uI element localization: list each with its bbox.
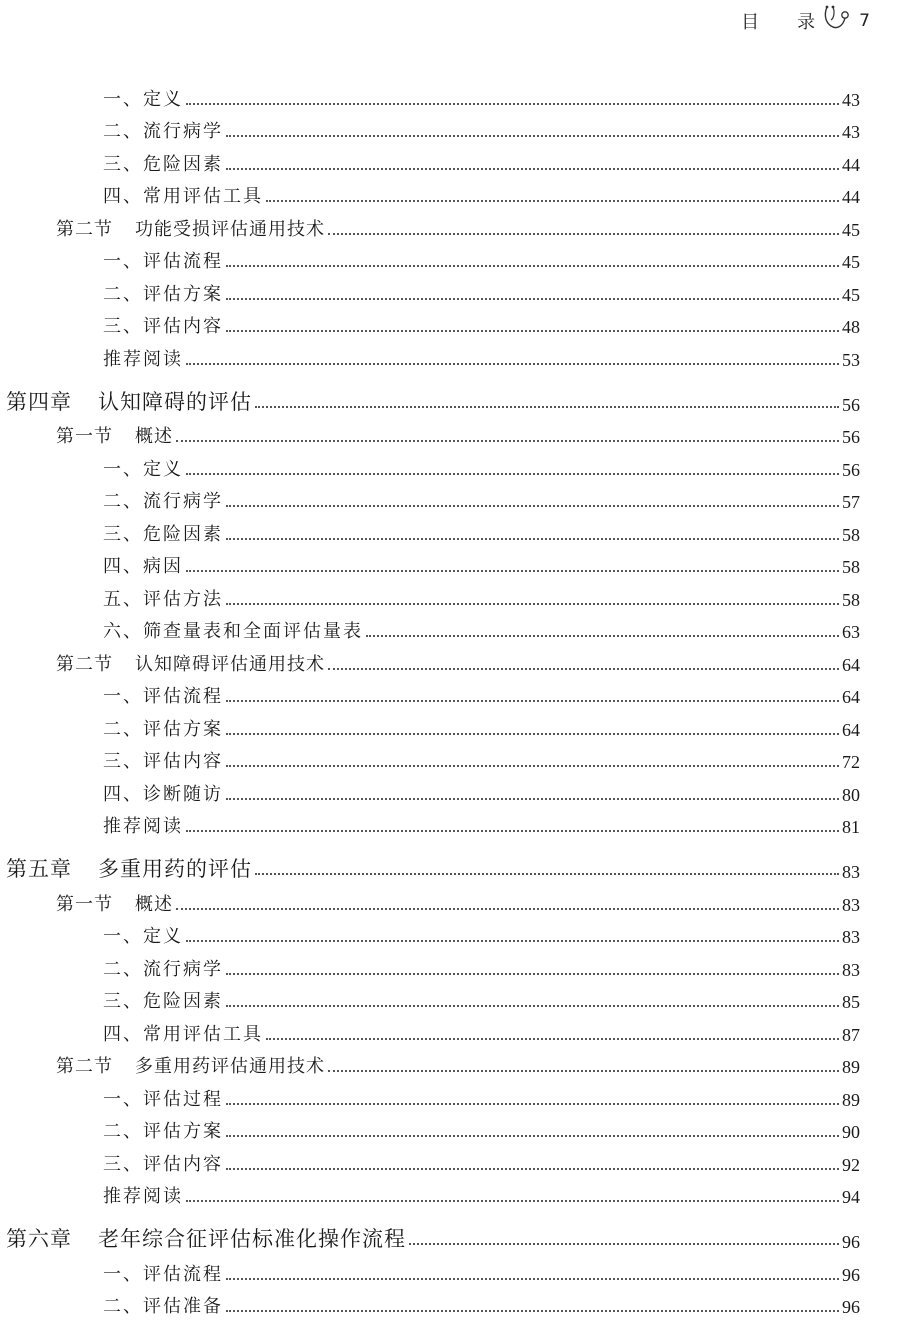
toc-item-row[interactable] <box>0 708 900 741</box>
entry-title-text: 五、评估方法 <box>103 588 223 610</box>
toc-item-row[interactable] <box>0 1253 900 1286</box>
entry-title-text: 二、评估方案 <box>103 1121 223 1142</box>
entry-title-text: 概述 <box>135 426 173 447</box>
entry-title-text: 四、常用评估工具 <box>103 186 263 207</box>
entry-title-text: 一、定义 <box>103 458 183 480</box>
toc-item-row[interactable] <box>0 143 900 176</box>
entry-title-text: 六、筛查量表和全面评估量表 <box>103 621 363 642</box>
dot-leader <box>226 504 839 507</box>
dot-leader <box>186 939 839 942</box>
table-of-contents <box>0 78 900 1318</box>
toc-page-number: 58 <box>842 557 860 577</box>
toc-entry-title <box>103 922 183 948</box>
dot-leader <box>409 1242 839 1245</box>
dot-leader <box>226 602 839 605</box>
toc-page-number: 43 <box>842 122 860 142</box>
toc-page-number: 56 <box>842 459 860 480</box>
toc-item-row[interactable] <box>0 78 900 111</box>
entry-title-text: 二、评估方案 <box>103 718 223 740</box>
toc-section-row[interactable] <box>0 1046 900 1079</box>
dot-leader <box>328 667 839 670</box>
toc-item-row[interactable] <box>0 1143 900 1176</box>
dot-leader <box>328 1069 839 1072</box>
toc-item-row[interactable] <box>0 241 900 274</box>
toc-entry-title <box>103 1117 223 1143</box>
entry-title-text: 推荐阅读 <box>103 816 183 837</box>
toc-entry-title <box>103 955 223 981</box>
toc-page-number: 80 <box>842 784 860 805</box>
toc-page-number: 64 <box>842 719 860 740</box>
entry-title-text: 一、评估过程 <box>103 1088 223 1110</box>
dot-leader <box>176 439 839 442</box>
toc-entry-title <box>103 987 223 1013</box>
toc-item-row[interactable] <box>0 741 900 774</box>
toc-page-number: 96 <box>842 1232 860 1252</box>
toc-item-row[interactable] <box>0 611 900 644</box>
toc-entry-title <box>56 422 173 448</box>
entry-title-text: 多重用药的评估 <box>98 857 252 881</box>
dot-leader <box>226 1004 839 1007</box>
toc-page-number: 96 <box>842 1297 860 1317</box>
entry-title-text: 三、危险因素 <box>103 523 223 545</box>
toc-page-number: 83 <box>842 862 860 882</box>
toc-section-row[interactable] <box>0 416 900 449</box>
dot-leader <box>255 872 839 875</box>
dot-leader <box>226 764 839 767</box>
section-label: 第二节 <box>56 653 113 675</box>
toc-page-number: 56 <box>842 394 860 415</box>
entry-title-text: 三、评估内容 <box>103 751 223 772</box>
header-char-lu: 录 <box>797 12 816 33</box>
entry-title-text: 四、常用评估工具 <box>103 1023 263 1045</box>
toc-page-number: 58 <box>842 589 860 610</box>
dot-leader <box>186 829 839 832</box>
toc-entry-title <box>103 455 183 481</box>
dot-leader <box>226 1309 839 1312</box>
toc-page-number: 44 <box>842 187 860 207</box>
toc-entry-title <box>6 853 252 883</box>
toc-entry-title <box>103 812 183 838</box>
toc-item-row[interactable] <box>0 1286 900 1319</box>
dot-leader <box>226 297 839 300</box>
toc-entry-title <box>103 1260 223 1286</box>
toc-entry-title <box>103 617 363 643</box>
toc-page-number: 44 <box>842 154 860 175</box>
toc-entry-title <box>56 890 173 916</box>
toc-page-number: 48 <box>842 317 860 337</box>
toc-item-row[interactable] <box>0 981 900 1014</box>
toc-page-number: 83 <box>842 927 860 947</box>
toc-item-row[interactable] <box>0 1176 900 1209</box>
entry-title-text: 一、定义 <box>103 926 183 947</box>
toc-item-row[interactable] <box>0 513 900 546</box>
toc-entry-title <box>6 1223 406 1253</box>
toc-page-number: 72 <box>842 752 860 772</box>
toc-item-row[interactable] <box>0 676 900 709</box>
entry-title-text: 三、危险因素 <box>103 991 223 1012</box>
dot-leader <box>226 699 839 702</box>
toc-item-row[interactable] <box>0 273 900 306</box>
entry-title-text: 多重用药评估通用技术 <box>135 1056 325 1077</box>
chapter-label: 第六章 <box>6 1227 72 1251</box>
entry-title-text: 一、评估流程 <box>103 686 223 707</box>
toc-entry-title <box>103 345 183 371</box>
header-char-mu: 目 <box>741 12 760 33</box>
dot-leader <box>226 264 839 267</box>
dot-leader <box>328 232 839 235</box>
toc-item-row[interactable] <box>0 916 900 949</box>
toc-page-number: 43 <box>842 89 860 110</box>
stethoscope-icon <box>819 4 853 38</box>
entry-title-text: 认知障碍的评估 <box>98 389 252 414</box>
toc-item-row[interactable] <box>0 546 900 579</box>
entry-title-text: 老年综合征评估标准化操作流程 <box>98 1227 406 1251</box>
entry-title-text: 功能受损评估通用技术 <box>135 218 325 240</box>
entry-title-text: 推荐阅读 <box>103 348 183 370</box>
dot-leader <box>226 797 839 800</box>
entry-title-text: 二、评估方案 <box>103 283 223 305</box>
toc-page-number: 45 <box>842 252 860 272</box>
dot-leader <box>186 362 839 365</box>
toc-entry-title <box>6 386 252 416</box>
toc-page-number: 63 <box>842 622 860 642</box>
toc-page-number: 89 <box>842 1057 860 1077</box>
dot-leader <box>186 569 839 572</box>
toc-entry-title <box>103 585 223 611</box>
toc-item-row[interactable] <box>0 306 900 339</box>
entry-title-text: 三、评估内容 <box>103 1153 223 1175</box>
toc-page-number: 53 <box>842 349 860 370</box>
toc-section-row[interactable] <box>0 883 900 916</box>
toc-entry-title <box>103 1020 263 1046</box>
chapter-label: 第四章 <box>6 389 72 414</box>
toc-entry-title <box>103 552 183 578</box>
toc-entry-title <box>103 715 223 741</box>
entry-title-text: 二、评估准备 <box>103 1296 223 1317</box>
toc-entry-title <box>103 247 223 273</box>
toc-entry-title <box>56 650 325 676</box>
toc-page-number: 45 <box>842 219 860 240</box>
toc-entry-title <box>103 487 223 513</box>
dot-leader <box>226 1277 839 1280</box>
toc-entry-title <box>103 1292 223 1318</box>
entry-title-text: 一、评估流程 <box>103 1263 223 1285</box>
entry-title-text: 三、危险因素 <box>103 153 223 175</box>
dot-leader <box>186 472 839 475</box>
dot-leader <box>226 1167 839 1170</box>
toc-page-number: 83 <box>842 894 860 915</box>
toc-entry-title <box>103 682 223 708</box>
toc-item-row[interactable] <box>0 1013 900 1046</box>
dot-leader <box>266 199 839 202</box>
entry-title-text: 四、病因 <box>103 556 183 577</box>
entry-title-text: 二、流行病学 <box>103 491 223 512</box>
toc-chapter-row[interactable] <box>0 838 900 883</box>
toc-entry-title <box>103 85 183 111</box>
entry-title-text: 认知障碍评估通用技术 <box>135 653 325 675</box>
toc-page-number: 83 <box>842 959 860 980</box>
toc-item-row[interactable] <box>0 111 900 144</box>
toc-entry-title <box>103 150 223 176</box>
toc-entry-title <box>103 1182 183 1208</box>
toc-page-number: 64 <box>842 654 860 675</box>
toc-page-number: 64 <box>842 687 860 707</box>
dot-leader <box>226 1134 839 1137</box>
toc-page-number: 89 <box>842 1089 860 1110</box>
chapter-label: 第五章 <box>6 857 72 881</box>
toc-entry-title <box>103 1150 223 1176</box>
section-label: 第一节 <box>56 893 113 915</box>
dot-leader <box>226 732 839 735</box>
toc-page-number: 94 <box>842 1187 860 1207</box>
dot-leader <box>226 167 839 170</box>
entry-title-text: 四、诊断随访 <box>103 783 223 805</box>
dot-leader <box>186 1199 839 1202</box>
toc-chapter-row[interactable] <box>0 1208 900 1253</box>
toc-page-number: 81 <box>842 817 860 837</box>
toc-page-number: 45 <box>842 284 860 305</box>
toc-entry-title <box>103 312 223 338</box>
toc-entry-title <box>103 182 263 208</box>
entry-title-text: 二、流行病学 <box>103 958 223 980</box>
toc-item-row[interactable] <box>0 1111 900 1144</box>
toc-page-number: 58 <box>842 524 860 545</box>
section-label: 第一节 <box>56 426 113 447</box>
dot-leader <box>255 405 839 408</box>
toc-entry-title <box>56 215 325 241</box>
section-label: 第二节 <box>56 218 113 240</box>
dot-leader <box>226 1102 839 1105</box>
toc-item-row[interactable] <box>0 176 900 209</box>
toc-section-row[interactable] <box>0 208 900 241</box>
entry-title-text: 三、评估内容 <box>103 316 223 337</box>
toc-item-row[interactable] <box>0 1078 900 1111</box>
dot-leader <box>226 972 839 975</box>
toc-section-row[interactable] <box>0 643 900 676</box>
toc-entry-title <box>103 520 223 546</box>
section-label: 第二节 <box>56 1056 113 1077</box>
page-header <box>741 4 870 38</box>
toc-page-number: 96 <box>842 1264 860 1285</box>
toc-item-row[interactable] <box>0 948 900 981</box>
entry-title-text: 二、流行病学 <box>103 121 223 142</box>
dot-leader <box>366 634 839 637</box>
toc-page-number: 57 <box>842 492 860 512</box>
toc-item-row[interactable] <box>0 773 900 806</box>
toc-entry-title <box>103 1085 223 1111</box>
dot-leader <box>186 102 839 105</box>
toc-item-row[interactable] <box>0 578 900 611</box>
entry-title-text: 一、定义 <box>103 88 183 110</box>
toc-page-number: 87 <box>842 1024 860 1045</box>
toc-chapter-row[interactable] <box>0 371 900 416</box>
dot-leader <box>226 537 839 540</box>
toc-entry-title <box>103 280 223 306</box>
dot-leader <box>226 329 839 332</box>
toc-item-row[interactable] <box>0 448 900 481</box>
toc-item-row[interactable] <box>0 338 900 371</box>
toc-page-number: 92 <box>842 1154 860 1175</box>
toc-page-number: 90 <box>842 1122 860 1142</box>
toc-entry-title <box>56 1052 325 1078</box>
dot-leader <box>226 134 839 137</box>
dot-leader <box>176 907 839 910</box>
toc-page-number: 56 <box>842 427 860 447</box>
entry-title-text: 一、评估流程 <box>103 251 223 272</box>
page-number: 7 <box>859 11 870 31</box>
toc-page-number: 85 <box>842 992 860 1012</box>
toc-entry-title <box>103 780 223 806</box>
toc-entry-title <box>103 117 223 143</box>
toc-item-row[interactable] <box>0 806 900 839</box>
entry-title-text: 概述 <box>135 893 173 915</box>
toc-entry-title <box>103 747 223 773</box>
toc-item-row[interactable] <box>0 481 900 514</box>
entry-title-text: 推荐阅读 <box>103 1186 183 1207</box>
dot-leader <box>266 1037 839 1040</box>
